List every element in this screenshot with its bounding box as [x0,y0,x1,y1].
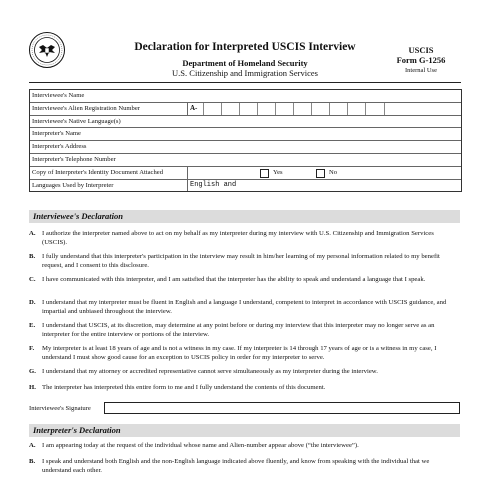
statement-text: I understand that my attorney or accredited representative cannot serve simultaneously as my interpreter during the interview. [42,368,378,375]
interviewee-signature-field[interactable] [104,402,460,414]
column-divider [187,180,188,192]
statement-letter: G. [29,368,36,375]
statement-letter: B. [29,458,36,465]
interpreter-statement [29,457,460,475]
interpreter-address-label: Interpreter's Address [32,143,87,151]
alien-number-row[interactable] [30,103,461,116]
id-document-label: Copy of Interpreter's Identity Document Attached [32,168,164,176]
alien-digit-box[interactable] [365,103,385,115]
interpreter-declaration-heading: Interpreter's Declaration [29,424,460,437]
statement-text: I am appearing today at the request of the individual whose name and Alien-number appear above (“the interviewee”). [42,442,359,449]
form-org: USCIS [408,45,434,55]
statement-text: My interpreter is at least 18 years of age and is not a witness in my case. If my interpreter is 14 through 17 years of age or is a witness in my case, I understand I must show good cause for an exception to USCIS policy in order for my interpreter to serve. [42,345,437,361]
interviewee-statement [29,367,460,376]
form-title: Declaration for Interpreted USCIS Interview [134,41,356,53]
interviewee-statement [29,229,460,247]
alien-digit-box[interactable] [239,103,258,115]
interviewee-name-label: Interviewee's Name [32,92,85,99]
alien-digit-box[interactable] [221,103,240,115]
alien-number-label: Interviewee's Alien Registration Number [32,104,140,112]
department-name: Department of Homeland Security [182,58,308,68]
no-checkbox[interactable] [316,169,325,178]
statement-text: I speak and understand both English and the non-English language indicated above fluently, and know from speaking with the individual that we understand each other. [42,458,430,474]
native-language-label: Interviewee's Native Language(s) [32,117,121,125]
alien-digit-box[interactable] [203,103,222,115]
interpreter-name-label: Interpreter's Name [32,130,81,138]
yes-checkbox[interactable] [260,169,269,178]
interpreter-name-row[interactable] [30,128,461,141]
column-divider [187,103,188,115]
statement-text: I understand that USCIS, at its discretion, may determine at any point before or during my interview that this interpreter may no longer serve as an interpreter for the entire interview or portions of the interview. [42,322,435,338]
dhs-seal-icon [29,32,65,68]
interpreter-phone-label: Interpreter's Telephone Number [32,155,116,163]
interviewee-statement [29,275,460,284]
interviewee-signature-row [29,402,460,415]
header-rule [29,82,461,83]
statement-text: The interpreter has interpreted this entire form to me and I fully understand the contents of this document. [42,384,326,391]
interviewee-statement [29,252,460,270]
statement-letter: B. [29,253,36,260]
statement-letter: H. [29,384,36,391]
statement-letter: C. [29,276,36,283]
statement-text: I understand that my interpreter must be fluent in English and a language I understand, competent to interpret in accordance with USCIS guidance, and impartial and unbiased throughout the interview. [42,299,447,315]
languages-used-row[interactable] [30,180,461,192]
interviewee-statement [29,383,460,392]
statement-letter: E. [29,322,36,329]
statement-text: I authorize the interpreter named above to act on my behalf as my interpreter during my interview with U.S. Citizenship and Immigration Services (USCIS). [42,230,434,246]
interviewee-statement [29,344,460,362]
native-language-row[interactable] [30,116,461,129]
info-table [29,89,462,192]
id-document-row [30,167,461,180]
interviewee-statement [29,298,460,316]
alien-number-prefix: A- [190,103,198,112]
statement-text: I fully understand that this interpreter's participation in the interview may result in him/her learning of my personal information related to my benefit request, and I consent to this disclosure. [42,253,440,269]
languages-used-label: Languages Used by Interpreter [32,181,114,189]
no-label: No [329,168,338,176]
yes-label: Yes [273,168,283,176]
alien-digit-box[interactable] [311,103,330,115]
interviewee-signature-label: Interviewee's Signature [29,405,91,412]
interviewee-declaration-heading: Interviewee's Declaration [29,210,460,223]
interviewee-name-row[interactable] [30,90,461,103]
alien-digit-box[interactable] [347,103,366,115]
languages-used-value: English and [190,180,237,189]
statement-letter: D. [29,299,36,306]
form-id-block [382,45,460,75]
statement-letter: A. [29,442,36,449]
interviewee-statement [29,321,460,339]
column-divider [187,167,188,179]
form-header [110,40,380,79]
form-number: Form G-1256 [396,55,446,65]
alien-digit-box[interactable] [275,103,294,115]
internal-use-label: Internal Use [405,67,437,74]
alien-digit-box[interactable] [329,103,348,115]
interpreter-address-row[interactable] [30,141,461,154]
interpreter-phone-row[interactable] [30,154,461,167]
alien-digit-box[interactable] [257,103,276,115]
alien-digit-box[interactable] [293,103,312,115]
statement-letter: F. [29,345,35,352]
agency-name: U.S. Citizenship and Immigration Services [172,68,318,78]
interpreter-statement [29,441,460,450]
statement-text: I have communicated with this interpreter, and I am satisfied that the interpreter has the ability to speak and understand a language that I speak. [42,276,426,283]
statement-letter: A. [29,230,36,237]
